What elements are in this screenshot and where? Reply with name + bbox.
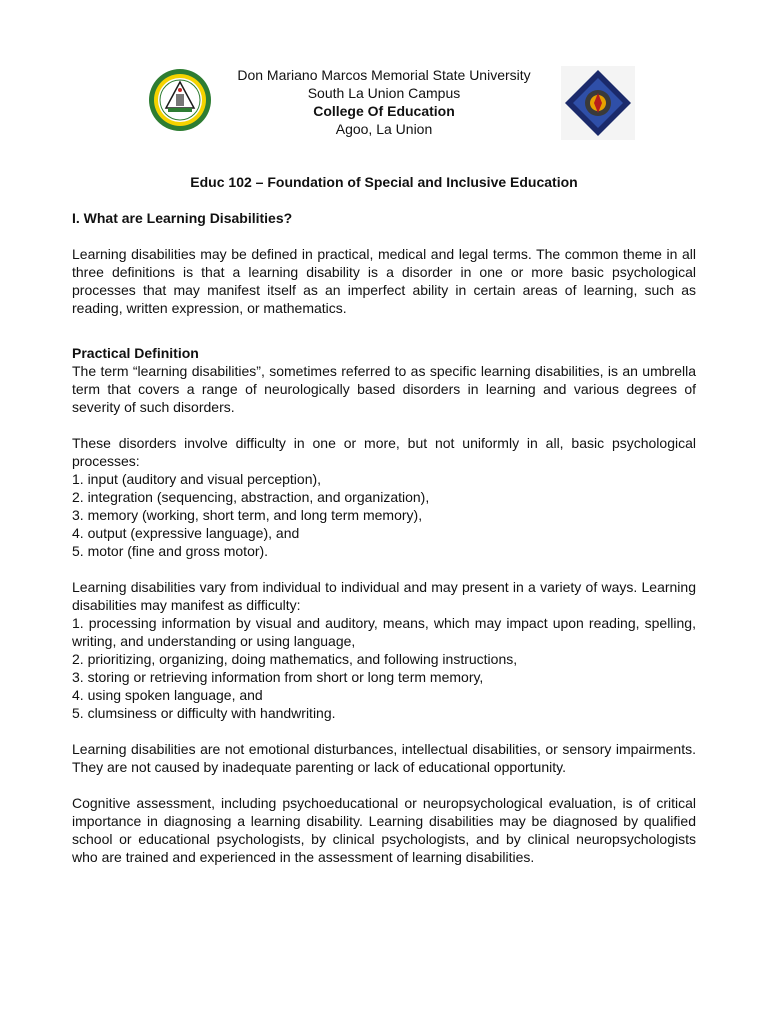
list-item: 4. output (expressive language), and	[72, 525, 300, 541]
list-item: 3. memory (working, short term, and long term memory),	[72, 507, 423, 523]
letterhead	[214, 66, 554, 138]
variation-intro: Learning disabilities vary from individual to individual and may present in a variety of ways. Learning disabilities may manifest as difficulty:	[72, 579, 696, 613]
list-item: 1. input (auditory and visual perception),	[72, 471, 322, 487]
exclusions-paragraph: Learning disabilities are not emotional disturbances, intellectual disabilities, or sensory impairments. They are not caused by inadequate parenting or lack of educational opportunity.	[72, 741, 696, 775]
intro-paragraph: Learning disabilities may be defined in practical, medical and legal terms. The common theme in all three definitions is that a learning disability is a disorder in one or more basic psychological processes that may manifest itself as an imperfect ability in certain areas of learning, such as reading, written expression, or mathematics.	[72, 246, 696, 316]
processes-intro: These disorders involve difficulty in one or more, but not uniformly in all, basic psychological processes:	[72, 435, 696, 469]
section-heading: I. What are Learning Disabilities?	[72, 210, 293, 226]
list-item: 5. motor (fine and gross motor).	[72, 543, 269, 559]
list-item: 2. prioritizing, organizing, doing mathematics, and following instructions,	[72, 651, 518, 667]
practical-definition-paragraph: The term “learning disabilities”, sometimes referred to as specific learning disabilities, is an umbrella term that covers a range of neurologically based disorders in learning and various degrees of severity of such disorders.	[72, 363, 696, 415]
list-item: 4. using spoken language, and	[72, 687, 263, 703]
list-item: 1. processing information by visual and auditory, means, which may impact upon reading, spelling, writing, and understanding or using language,	[72, 615, 696, 649]
college-name: College Of Education	[313, 103, 455, 119]
list-item: 5. clumsiness or difficulty with handwriting.	[72, 705, 336, 721]
list-item: 3. storing or retrieving information from short or long term memory,	[72, 669, 484, 685]
university-name: Don Mariano Marcos Memorial State University	[237, 67, 531, 83]
document-title: Educ 102 – Foundation of Special and Inclusive Education	[190, 174, 578, 190]
location: Agoo, La Union	[335, 121, 433, 137]
assessment-paragraph: Cognitive assessment, including psychoeducational or neuropsychological evaluation, is of critical importance in diagnosing a learning disability. Learning disabilities may be diagnosed by qualified school or educational psychologists, by clinical psychologists, and by clinical neuropsychologists who are trained and experienced in the assessment of learning disabilities.	[72, 795, 696, 865]
campus-name: South La Union Campus	[307, 85, 461, 101]
list-item: 2. integration (sequencing, abstraction, and organization),	[72, 489, 430, 505]
university-seal-icon	[148, 68, 212, 132]
college-emblem-icon	[561, 66, 635, 140]
document-body	[72, 173, 696, 866]
practical-definition-heading: Practical Definition	[72, 345, 199, 361]
